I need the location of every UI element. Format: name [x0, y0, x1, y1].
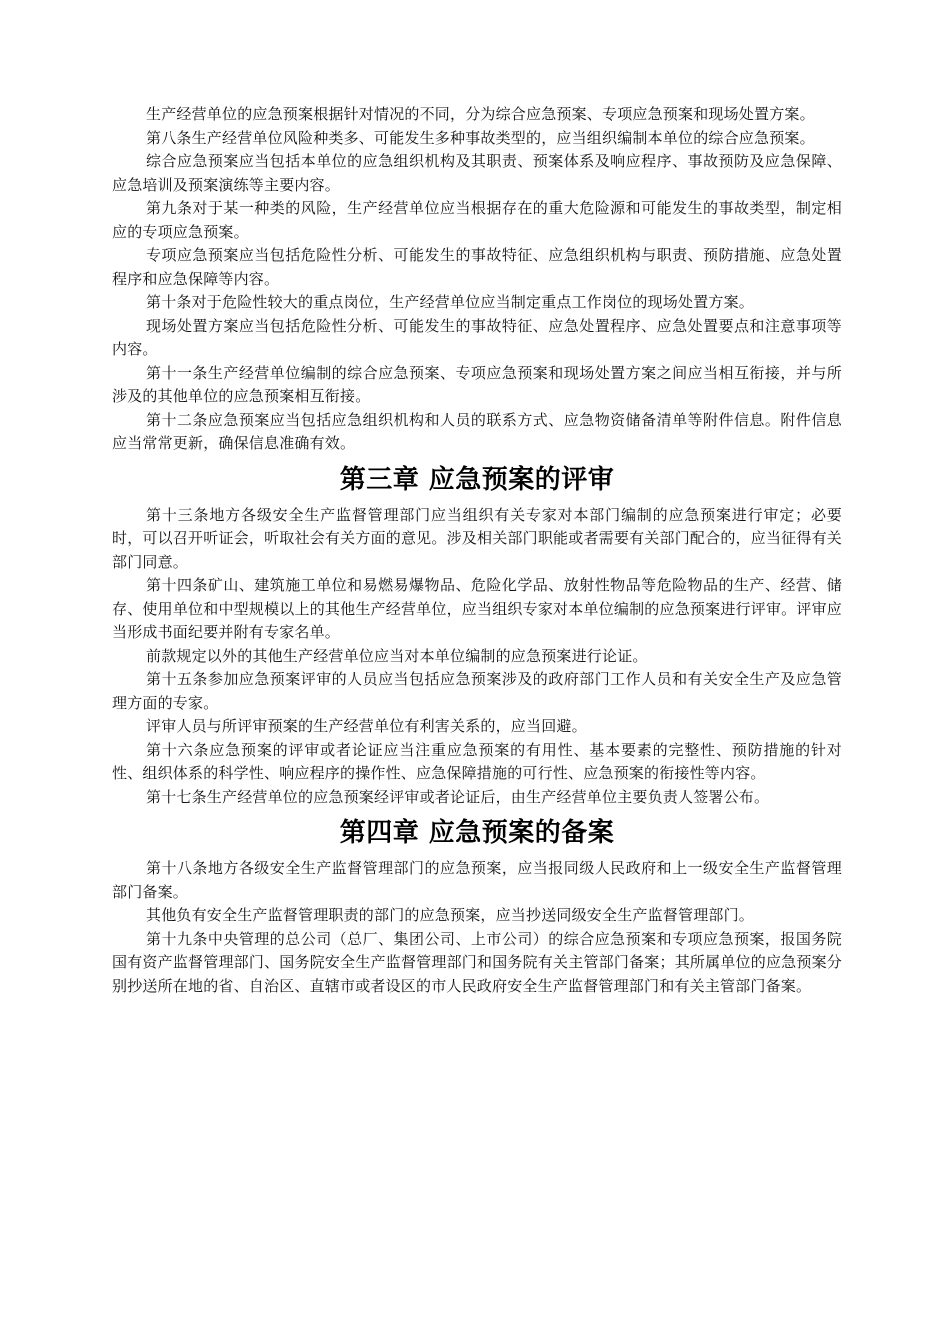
paragraph: 专项应急预案应当包括危险性分析、可能发生的事故特征、应急组织机构与职责、预防措施、应急处置程序和应急保障等内容。: [112, 246, 842, 288]
paragraph: 第十六条应急预案的评审或者论证应当注重应急预案的有用性、基本要素的完整性、预防措施的针对性、组织体系的科学性、响应程序的操作性、应急保障措施的可行性、应急预案的衔接性等内容。: [112, 740, 842, 782]
paragraph: 第九条对于某一种类的风险，生产经营单位应当根据存在的重大危险源和可能发生的事故类型，制定相应的专项应急预案。: [112, 199, 842, 241]
paragraph: 第十一条生产经营单位编制的综合应急预案、专项应急预案和现场处置方案之间应当相互衔接，并与所涉及的其他单位的应急预案相互衔接。: [112, 363, 842, 405]
section-1: [112, 103, 842, 456]
paragraph: 第十条对于危险性较大的重点岗位，生产经营单位应当制定重点工作岗位的现场处置方案。: [146, 293, 755, 311]
chapter-3-heading: 第三章 应急预案的评审: [339, 464, 615, 495]
paragraph: 第十二条应急预案应当包括应急组织机构和人员的联系方式、应急物资储备清单等附件信息。附件信息应当常常更新，确保信息准确有效。: [112, 410, 842, 452]
chapter-3-body: [112, 504, 842, 810]
paragraph: 评审人员与所评审预案的生产经营单位有利害关系的，应当回避。: [146, 717, 587, 735]
document-page: [112, 103, 842, 998]
paragraph: 第十九条中央管理的总公司（总厂、集团公司、上市公司）的综合应急预案和专项应急预案，报国务院国有资产监督管理部门、国务院安全生产监督管理部门和国务院有关主管部门备案；其所属单位的应急预案分别抄送所在地的省、自治区、直辖市或者设区的市人民政府安全生产监督管理部门和有关主管部门备案。: [112, 929, 842, 995]
paragraph: 其他负有安全生产监督管理职责的部门的应急预案，应当抄送同级安全生产监督管理部门。: [146, 906, 755, 924]
paragraph: 第十七条生产经营单位的应急预案经评审或者论证后，由生产经营单位主要负责人签署公布。: [146, 787, 770, 806]
paragraph: 前款规定以外的其他生产经营单位应当对本单位编制的应急预案进行论证。: [146, 646, 648, 665]
chapter-4-heading: 第四章 应急预案的备案: [339, 818, 615, 848]
paragraph: 现场处置方案应当包括危险性分析、可能发生的事故特征、应急处置程序、应急处置要点和注意事项等内容。: [112, 316, 842, 358]
paragraph: 第十四条矿山、建筑施工单位和易燃易爆物品、危险化学品、放射性物品等危险物品的生产、经营、储存、使用单位和中型规模以上的其他生产经营单位，应当组织专家对本单位编制的应急预案进行评审。评审应当形成书面纪要并附有专家名单。: [112, 576, 842, 641]
paragraph: 第十五条参加应急预案评审的人员应当包括应急预案涉及的政府部门工作人员和有关安全生产及应急管理方面的专家。: [112, 670, 842, 712]
chapter-4-body: [112, 857, 842, 998]
paragraph: 第十八条地方各级安全生产监督管理部门的应急预案，应当报同级人民政府和上一级安全生产监督管理部门备案。: [112, 859, 842, 901]
paragraph: 生产经营单位的应急预案根据针对情况的不同，分为综合应急预案、专项应急预案和现场处置方案。: [146, 105, 815, 123]
paragraph: 第八条生产经营单位风险种类多、可能发生多种事故类型的，应当组织编制本单位的综合应急预案。: [146, 128, 815, 147]
paragraph: 第十三条地方各级安全生产监督管理部门应当组织有关专家对本部门编制的应急预案进行审定；必要时，可以召开听证会，听取社会有关方面的意见。涉及相关部门职能或者需要有关部门配合的，应当征得有关部门同意。: [112, 505, 842, 571]
paragraph: 综合应急预案应当包括本单位的应急组织机构及其职责、预案体系及响应程序、事故预防及应急保障、应急培训及预案演练等主要内容。: [112, 152, 842, 194]
